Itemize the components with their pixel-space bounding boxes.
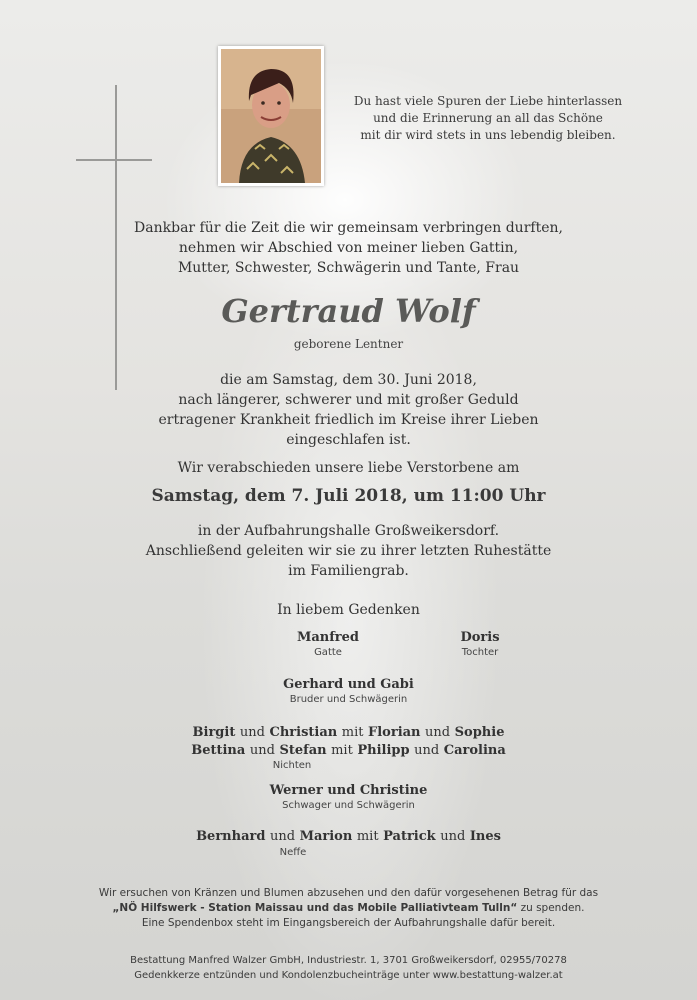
undertaker-info — [0, 953, 697, 983]
place-line: in der Aufbahrungshalle Großweikersdorf. — [197, 523, 500, 539]
maiden-name: geborene Lentner — [293, 337, 404, 351]
death-line: ertragener Krankheit friedlich im Kreise ihrer Lieben — [158, 412, 539, 428]
mourner-name: Philipp — [357, 743, 410, 758]
deceased-name: Gertraud Wolf — [221, 292, 476, 330]
mourner-name: Doris — [460, 630, 500, 645]
connector: mit — [356, 829, 379, 844]
undertaker-line: Bestattung Manfred Walzer GmbH, Industriestr. 1, 3701 Großweikersdorf, 02955/70278 — [130, 955, 567, 966]
mourner-relation: Gatte — [314, 647, 342, 658]
death-line: nach längerer, schwerer und mit großer Geduld — [178, 392, 519, 408]
connector: und — [414, 743, 440, 758]
memorial-quote — [338, 93, 638, 144]
nephew-line — [0, 829, 697, 844]
mourner-name: Ines — [469, 829, 501, 844]
mourner-name: Sophie — [454, 725, 505, 740]
memory-heading: In liebem Gedenken — [277, 602, 420, 618]
mourner-nieces — [0, 724, 697, 760]
connector: und — [239, 725, 265, 740]
mourner-relation: Bruder und Schwägerin — [289, 694, 408, 705]
portrait-image — [221, 49, 321, 183]
connector: und — [440, 829, 466, 844]
connector: und — [249, 743, 275, 758]
undertaker-line: Gedenkkerze entzünden und Kondolenzbucheinträge unter www.bestattung-walzer.at — [134, 970, 563, 981]
mourner-name: Carolina — [443, 743, 506, 758]
mourner-name: Bernhard — [196, 829, 266, 844]
death-text — [0, 370, 697, 450]
intro-line: Mutter, Schwester, Schwägerin und Tante, Frau — [177, 260, 520, 276]
mourner-werner — [0, 783, 697, 811]
portrait-photo — [218, 46, 324, 186]
donation-line-rest: zu spenden. — [517, 902, 585, 914]
mourner-name: Werner und Christine — [269, 783, 428, 798]
mourner-name: Christian — [269, 725, 338, 740]
funeral-place — [0, 521, 697, 581]
farewell-text: Wir verabschieden unsere liebe Verstorbene am — [177, 460, 520, 476]
donation-line: Eine Spendenbox steht im Eingangsbereich der Aufbahrungshalle dafür bereit. — [141, 917, 556, 929]
quote-line: mit dir wird stets in uns lebendig bleiben. — [360, 128, 616, 142]
mourner-relation: Schwager und Schwägerin — [282, 800, 415, 811]
mourner-gerhard — [0, 677, 697, 705]
donation-line: Wir ersuchen von Kränzen und Blumen abzusehen und den dafür vorgesehenen Betrag für das — [98, 887, 599, 899]
connector: mit — [331, 743, 353, 758]
nieces-line-2 — [0, 742, 697, 760]
mourner-nephew — [0, 829, 697, 844]
intro-text — [0, 218, 697, 278]
death-line: eingeschlafen ist. — [286, 432, 411, 448]
mourner-name: Manfred — [296, 630, 360, 645]
mourner-name: Birgit — [192, 725, 236, 740]
place-line: im Familiengrab. — [288, 563, 409, 579]
intro-line: Dankbar für die Zeit die wir gemeinsam verbringen durften, — [134, 220, 563, 236]
connector: mit — [341, 725, 364, 740]
nieces-line-1 — [0, 724, 697, 742]
mourner-name: Patrick — [383, 829, 436, 844]
mourner-relation: Nichten — [272, 760, 312, 771]
quote-line: und die Erinnerung an all das Schöne — [373, 111, 603, 125]
mourner-doris — [430, 630, 530, 658]
mourner-name: Florian — [368, 725, 421, 740]
mourner-relation: Tochter — [461, 647, 499, 658]
connector: und — [425, 725, 451, 740]
cross-horizontal-bar — [76, 159, 152, 161]
quote-line: Du hast viele Spuren der Liebe hinterlassen — [353, 94, 623, 108]
donation-line — [0, 901, 697, 916]
mourner-name: Stefan — [279, 743, 327, 758]
connector: und — [269, 829, 296, 844]
donation-recipient: „NÖ Hilfswerk - Station Maissau und das Mobile Palliativteam Tulln“ — [112, 902, 518, 914]
donation-notice — [0, 886, 697, 931]
mourner-name: Gerhard und Gabi — [283, 677, 414, 692]
place-line: Anschließend geleiten wir sie zu ihrer letzten Ruhestätte — [145, 543, 552, 559]
mourner-name: Marion — [299, 829, 353, 844]
mourner-relation: Neffe — [279, 847, 307, 858]
funeral-date: Samstag, dem 7. Juli 2018, um 11:00 Uhr — [151, 486, 546, 506]
mourner-name: Bettina — [191, 743, 246, 758]
death-line: die am Samstag, dem 30. Juni 2018, — [220, 372, 477, 388]
mourner-manfred — [268, 630, 388, 658]
intro-line: nehmen wir Abschied von meiner lieben Gattin, — [178, 240, 519, 256]
